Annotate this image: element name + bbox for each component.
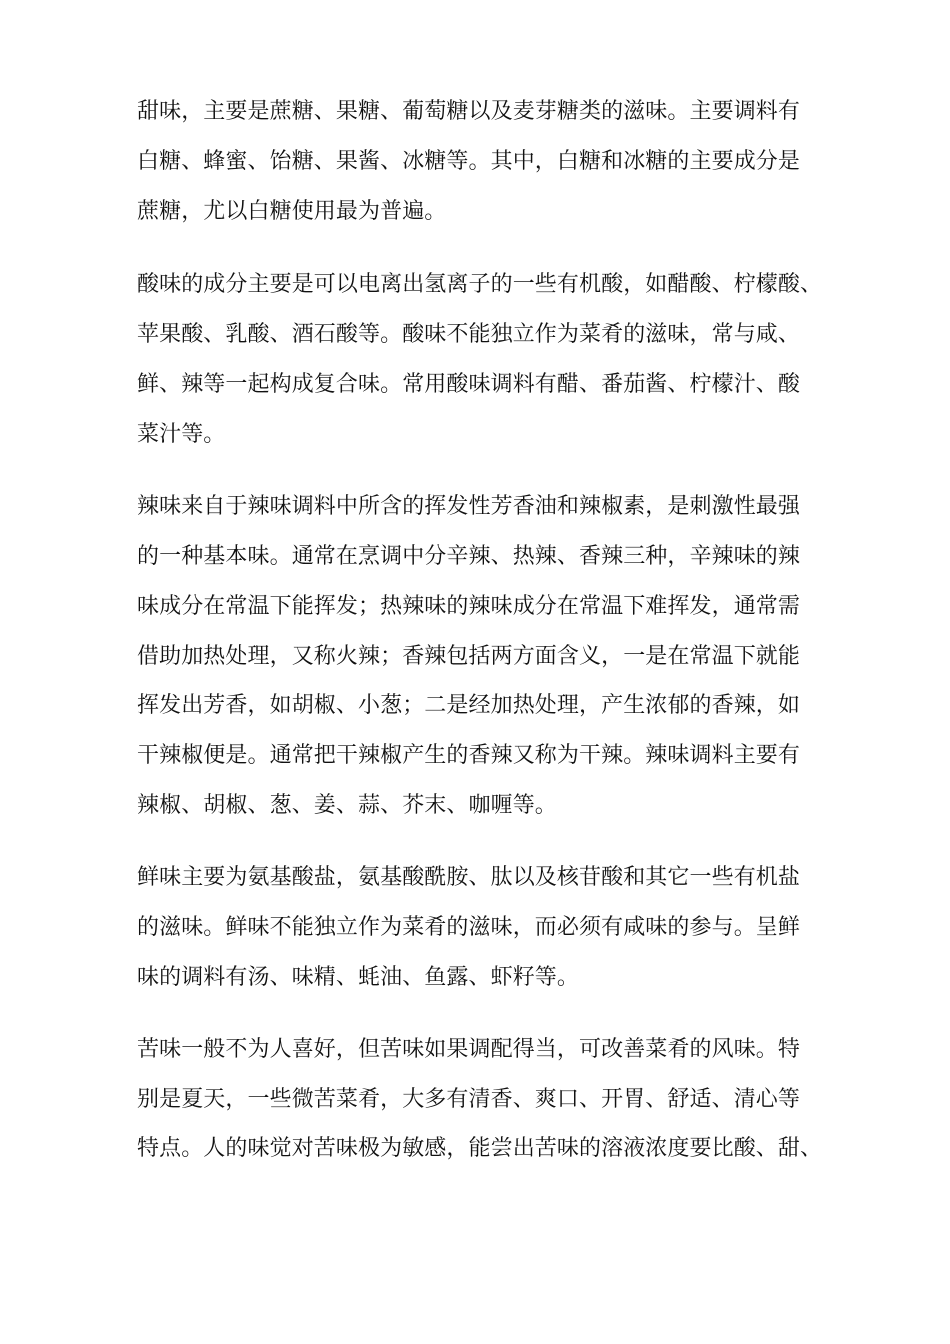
- paragraph-umami-line-2: 的滋味。鲜味不能独立作为菜肴的滋味，而必须有咸味的参与。呈鲜: [137, 915, 801, 940]
- paragraph-sour-line-1: 酸味的成分主要是可以电离出氢离子的一些有机酸，如醋酸、柠檬酸、: [137, 272, 823, 297]
- paragraph-spicy-line-7: 辣椒、胡椒、葱、姜、蒜、芥末、咖喱等。: [137, 793, 557, 818]
- paragraph-spicy-line-3: 味成分在常温下能挥发；热辣味的辣味成分在常温下难挥发，通常需: [137, 594, 801, 619]
- paragraph-spicy-line-2: 的一种基本味。通常在烹调中分辛辣、热辣、香辣三种，辛辣味的辣: [137, 544, 801, 569]
- paragraph-spicy-line-4: 借助加热处理，又称火辣；香辣包括两方面含义，一是在常温下就能: [137, 644, 801, 669]
- paragraph-spicy-line-6: 干辣椒便是。通常把干辣椒产生的香辣又称为干辣。辣味调料主要有: [137, 743, 801, 768]
- paragraph-sweet-line-2: 白糖、蜂蜜、饴糖、果酱、冰糖等。其中，白糖和冰糖的主要成分是: [137, 149, 801, 174]
- paragraph-umami-line-1: 鲜味主要为氨基酸盐，氨基酸酰胺、肽以及核苷酸和其它一些有机盐: [137, 865, 801, 890]
- paragraph-bitter-line-2: 别是夏天，一些微苦菜肴，大多有清香、爽口、开胃、舒适、清心等: [137, 1087, 801, 1112]
- paragraph-spicy-line-5: 挥发出芳香，如胡椒、小葱；二是经加热处理，产生浓郁的香辣，如: [137, 693, 801, 718]
- paragraph-bitter-line-3: 特点。人的味觉对苦味极为敏感，能尝出苦味的溶液浓度要比酸、甜、: [137, 1136, 823, 1161]
- paragraph-spicy-line-1: 辣味来自于辣味调料中所含的挥发性芳香油和辣椒素，是刺激性最强: [137, 494, 801, 519]
- paragraph-sweet-line-1: 甜味，主要是蔗糖、果糖、葡萄糖以及麦芽糖类的滋味。主要调料有: [137, 99, 801, 124]
- paragraph-bitter-line-1: 苦味一般不为人喜好，但苦味如果调配得当，可改善菜肴的风味。特: [137, 1037, 801, 1062]
- paragraph-sour-line-2: 苹果酸、乳酸、酒石酸等。酸味不能独立作为菜肴的滋味，常与咸、: [137, 322, 801, 347]
- paragraph-sweet-line-3: 蔗糖，尤以白糖使用最为普遍。: [137, 199, 447, 224]
- paragraph-sour-line-3: 鲜、辣等一起构成复合味。常用酸味调料有醋、番茄酱、柠檬汁、酸: [137, 372, 801, 397]
- paragraph-sour-line-4: 菜汁等。: [137, 422, 226, 447]
- paragraph-umami-line-3: 味的调料有汤、味精、蚝油、鱼露、虾籽等。: [137, 965, 580, 990]
